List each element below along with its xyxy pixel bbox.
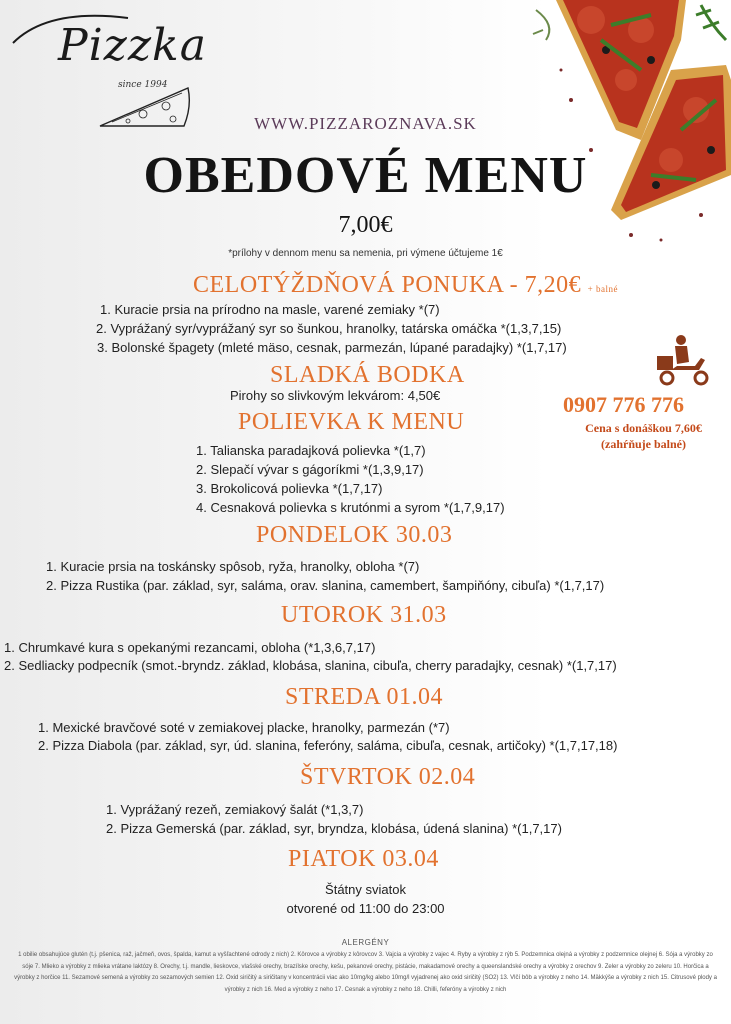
delivery-phone[interactable]: 0907 776 776 [563,392,684,417]
day-heading-friday: PIATOK 03.04 [288,846,439,872]
menu-price: 7,00€ [338,212,393,238]
website-link[interactable]: WWW.PIZZAROZNAVA.SK [254,114,477,133]
weekly-offer-title: CELOTÝŽDŇOVÁ PONUKA - 7,20€ [193,272,582,298]
page-title: OBEDOVÉ MENU [143,147,588,204]
list-item: 1. Vyprážaný rezeň, zemiakový šalát (*1,3,7) [106,802,364,817]
holiday-note: Štátny sviatok [325,882,406,897]
day-heading-tuesday: UTOROK 31.03 [281,602,447,628]
delivery-price: Cena s donáškou 7,60€ [585,421,702,435]
list-item: 1. Talianska paradajková polievka *(1,7) [196,443,426,458]
list-item: 1. Chrumkavé kura s opekanými rezancami, obloha (*1,3,6,7,17) [4,640,376,655]
opening-hours: otvorené od 11:00 do 23:00 [286,901,445,916]
list-item: 2. Sedliacky podpecník (smot.-bryndz. základ, klobása, slanina, cibuľa, cherry paradajky, cesnak) *(1,7,17) [4,658,617,673]
list-item: 2. Pizza Diabola (par. základ, syr, úd. slanina, feferóny, saláma, cibuľa, cesnak, artičoky) *(1,7,17,18) [38,738,618,753]
day-heading-thursday: ŠTVRTOK 02.04 [300,764,476,790]
list-item: 3. Bolonské špagety (mleté mäso, cesnak, parmezán, lúpané paradajky) *(1,7,17) [97,340,567,355]
dessert-item: Pirohy so slivkovým lekvárom: 4,50€ [230,388,441,403]
allergens-title: ALERGÉNY [341,938,390,947]
list-item: 2. Vyprážaný syr/vyprážaný syr so šunkou, hranolky, tatárska omáčka *(1,3,7,15) [96,321,562,336]
day-heading-wednesday: STREDA 01.04 [285,684,444,710]
list-item: 2. Slepačí vývar s gágoríkmi *(1,3,9,17) [196,462,424,477]
logo-wordmark: Pizzka [58,20,207,71]
dessert-heading: SLADKÁ BODKA [270,362,465,388]
list-item: 1. Mexické bravčové soté v zemiakovej placke, hranolky, parmezán (*7) [38,720,450,735]
logo-swoosh [8,8,158,48]
list-item: 1. Kuracie prsia na prírodno na masle, varené zemiaky *(7) [100,302,440,317]
delivery-scooter-icon [655,334,711,388]
list-item: 1. Kuracie prsia na toskánsky spôsob, ryža, hranolky, obloha *(7) [46,559,420,574]
soups-heading: POLIEVKA K MENU [238,409,465,435]
list-item: 3. Brokolicová polievka *(1,7,17) [196,481,383,496]
delivery-info [556,420,731,452]
allergens-text: 1 obilie obsahujúce glutén (t.j. pšenica, raž, jačmeň, ovos, špalda, kamut a vyšľachtené odrody z nich) 2. Kôrovce a výrobky z kôrovcov 3. Vajcia a výrobky z vajec 4. Ryby a výrobky z rýb 5. Podzemnica olejná a výrobky z podzemnice olejnej 6. Sója a výrobky zo sóje 7. Mlieko a výrobky z mlieka vrátane laktózy 8. Orechy, t.j. mandle, lieskovce, vlašské orechy, brazílske orechy, kešu, pekanové orechy, pistácie, makadamové orechy a queenslandské orechy a výrobky z orechov 9. Zeler a výrobky zo zeleru 10. Horčica a výrobky z horčice 11. Sezamové semená a výrobky zo sezamových semien 12. Oxid siričitý a siričitany v koncentrácii viac ako 10mg/kg alebo 10mg/l vyjadrenej ako oxid siričitý (SO2) 13. Vlčí bôb a výrobky z neho 14. Mäkkýše a výrobky z nich 15. Citrusové plody a výrobky z nich 16. Med a výrobky z neho 17. Cesnak a výrobky z neho 18. Chilli, feferóny a výrobky z nich [14,952,717,993]
logo-since: since 1994 [118,80,168,90]
weekly-offer-suffix: + balné [587,284,618,294]
weekly-offer-heading [193,272,618,299]
list-item: 2. Pizza Rustika (par. základ, syr, saláma, orav. slanina, camembert, šampiňóny, cibuľa) *(1,7,17) [46,578,605,593]
sides-note: *prílohy v dennom menu sa nemenia, pri výmene účtujeme 1€ [228,248,503,259]
list-item: 4. Cesnaková polievka s krutónmi a syrom *(1,7,9,17) [196,500,505,515]
delivery-packaging-note: (zahŕňuje balné) [601,437,686,451]
day-heading-monday: PONDELOK 30.03 [256,522,453,548]
list-item: 2. Pizza Gemerská (par. základ, syr, bryndza, klobása, údená slanina) *(1,7,17) [106,821,562,836]
